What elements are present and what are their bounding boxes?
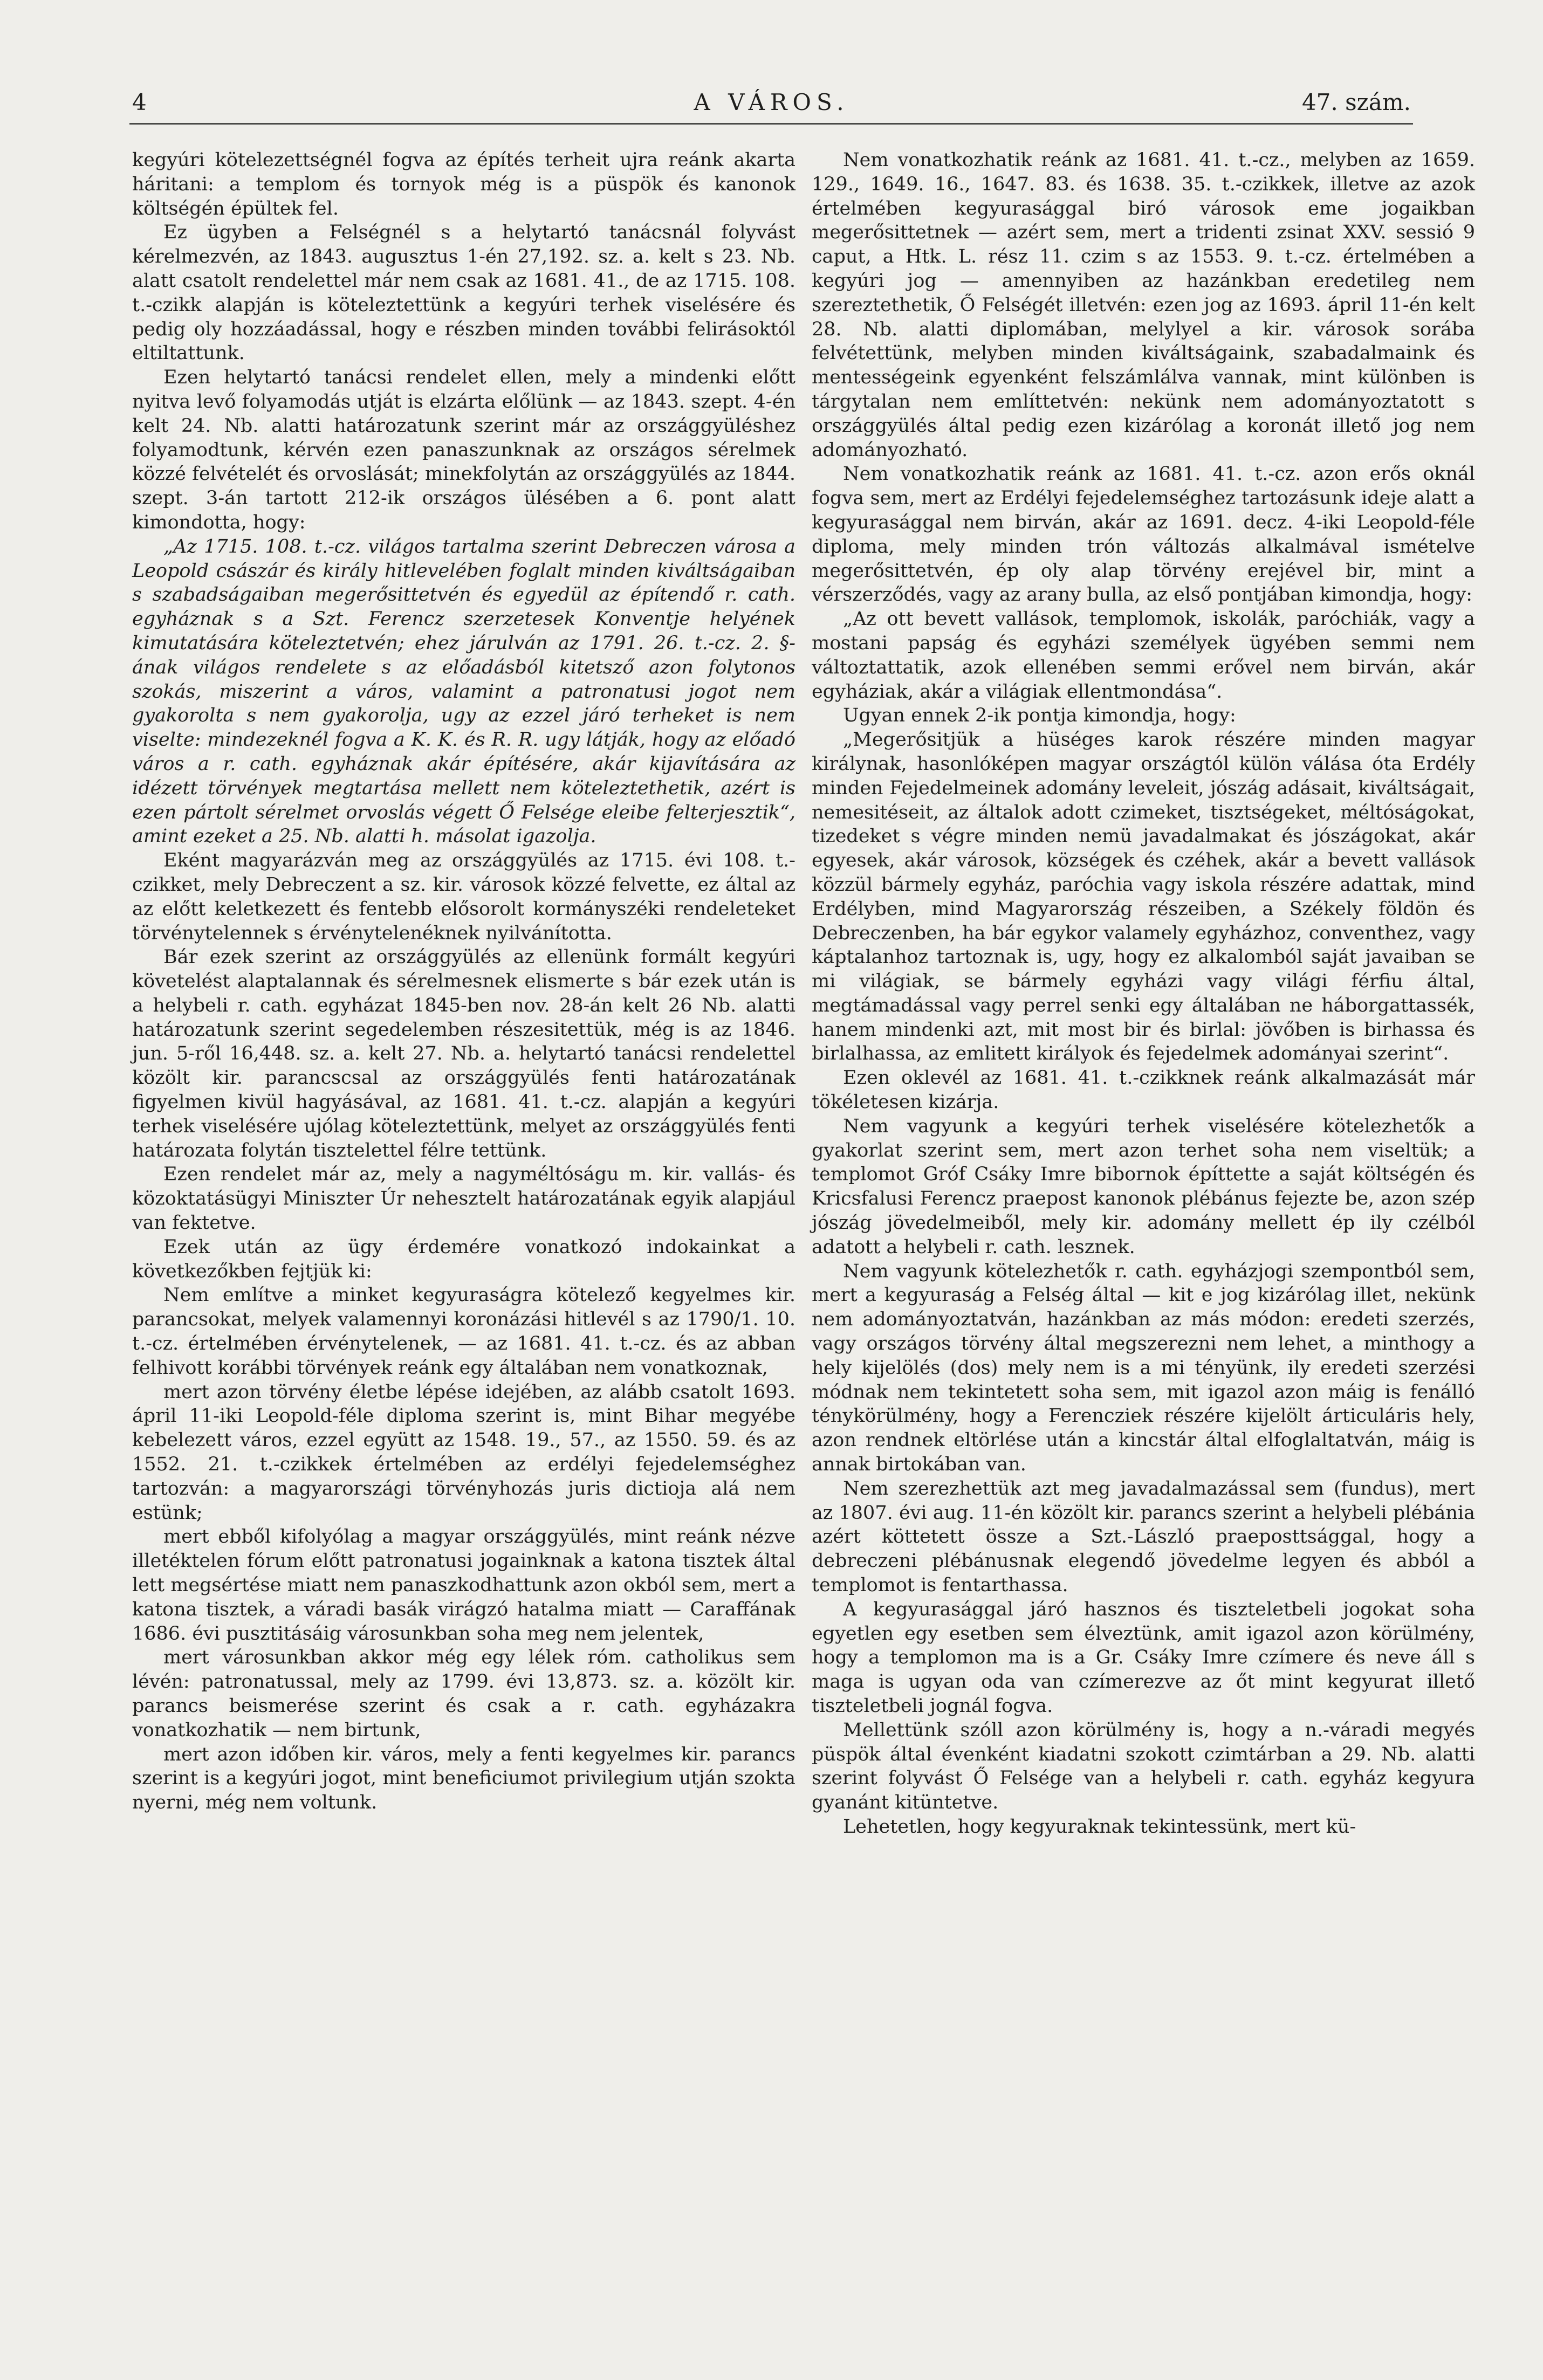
paragraph: Eként magyarázván meg az országgyülés az 1715. évi 108. t.-czikket, mely Debreczent a sz. kir. városok közzé felvette, ez által az az előtt keletkezett és fentebb elősorolt kormányszéki rendeleteket törvénytelennek s érvénytelenéknek nyilvánította.	[132, 850, 795, 944]
quoted-resolution: „Az 1715. 108. t.-cz. világos tartalma szerint Debreczen városa a Leopold császár és király hitlevelében foglalt minden kiváltságaiban s szabadságaiban megerősittetvén és egyedül az építendő r. cath. egyháznak s a Szt. Ferencz szerzetesek Konventje helyének kimutatására köteleztetvén; ehez járulván az 1791. 26. t.-cz. 2. §-ának világos rendelete s az előadásból kitetsző azon folytonos szokás, miszerint a város, valamint a patronatusi jogot nem gyakorolta s nem gyakorolja, ugy az ezzel járó terheket is nem viselte: mindezeknél fogva a K. K. és R. R. ugy látják, hogy az előadó város a r. cath. egyháznak akár építésére, akár kijavítására az idézett törvények megtartása mellett nem köteleztethetik, azért is ezen pártolt sérelmet orvoslás végett Ő Felsége eleibe felterjesztik“, amint ezeket a 25. Nb. alatti h. másolat igazolja.	[132, 535, 795, 848]
running-title: A VÁROS.	[694, 89, 849, 115]
paragraph: Nem említve a minket kegyuraságra kötelező kegyelmes kir. parancsokat, melyek valamennyi koronázási hitlevél s az 1790/1. 10. t.-cz. értelmében érvénytelenek, — az 1681. 41. t.-cz. és az abban felhivott korábbi törvények reánk egy általában nem vonatkoznak,	[132, 1284, 795, 1379]
paragraph: mert azon időben kir. város, mely a fenti kegyelmes kir. parancs szerint is a kegyúri jogot, mint beneficiumot privilegium utján szokta nyerni, még nem voltunk.	[132, 1743, 795, 1814]
paragraph: Bár ezek szerint az országgyülés az ellenünk formált kegyúri követelést alaptalannak és sérelmesnek elismerte s bár ezek után is a helybeli r. cath. egyházat 1845-ben nov. 28-án kelt 26 Nb. alatti határozatunk szerint segedelemben részesitettük, még is az 1846. jun. 5-ről 16,448. sz. a. kelt 27. Nb. a. helytartó tanácsi rendelettel közölt kir. parancscsal az országgyülés fenti határozatának figyelmen kivül hagyásával, az 1681. 41. t.-cz. alapján a kegyúri terhek viselésére ujólag köteleztettünk, melyet az országgyülés fenti határozata folytán tisztelettel félre tettünk.	[132, 946, 795, 1161]
paragraph: mert azon törvény életbe lépése idejében, az alább csatolt 1693. ápril 11-iki Leopold-féle diploma szerint is, mint Bihar megyébe kebelezett város, ezzel együtt az 1548. 19., 57., az 1550. 59. és az 1552. 21. t.-czikkek értelmében az erdélyi fejedelemséghez tartozván: a magyarországi törvényhozás juris dictioja alá nem estünk;	[132, 1381, 795, 1524]
right-column	[812, 148, 1475, 1839]
paragraph: Ez ügyben a Felségnél s a helytartó tanácsnál folyvást kérelmezvén, az 1843. augusztus 1-én 27,192. sz. a. kelt s 23. Nb. alatt csatolt rendelettel már nem csak az 1681. 41., de az 1715. 108. t.-czikk alapján is köteleztettünk a kegyúri terhek viselésére és pedig oly hozzáadással, hogy e részben minden további felirásoktól eltiltattunk.	[132, 222, 795, 364]
page-header	[0, 89, 1543, 127]
quoted-diploma-point-2: „Megerősitjük a hüséges karok részére minden magyar királynak, hasonlóképen magyar országtól külön válása óta Erdély minden Fejedelmeinek adomány leveleit, jószág adásait, kiváltságait, nemesitéseit, az általok adott czimeket, tisztségeket, méltóságokat, tizedeket s végre minden nemü javadalmakat és jószágokat, akár egyesek, akár városok, községek és czéhek, akár a bevett vallások közzül bármely egyház, paróchia vagy iskola részére adattak, mind Erdélyben, mind Magyarország részeiben, a Székely földön és Debreczenben, ha bár egykor valamely egyházhoz, conventhez, vagy káptalanhoz tartoznak is, ugy, hogy ez alkalomból saját javaiban se mi világiak, se bármely egyházi vagy világi férfiu által, megtámadással vagy perrel senki egy általában ne háborgattassék, hanem mindenki azt, mit most bir és birlal: jövőben is birhassa és birlalhassa, az emlitett királyok és fejedelmek adományai szerint“.	[812, 729, 1475, 1065]
paragraph: Nem vagyunk kötelezhetők r. cath. egyházjogi szempontból sem, mert a kegyuraság a Felség által — kit e jog kizárólag illet, nekünk nem adományoztatván, hazánkban az más módon: eredeti szerzés, vagy országos törvény által megszerezni nem lehet, a minthogy a hely kijelölés (dos) mely nem is a mi tényünk, ily eredeti szerzési módnak nem tekintetett soha sem, mit igazol azon máig is fenálló ténykörülmény, hogy a Ferencziek részére kijelölt árticuláris hely, azon rendnek eltörlése után a kincstár által elfoglaltatván, máig is annak birtokában van.	[812, 1260, 1475, 1476]
paragraph: Lehetetlen, hogy kegyuraknak tekintessünk, mert kü-	[843, 1815, 1356, 1838]
paragraph: Nem szerezhettük azt meg javadalmazással sem (fundus), mert az 1807. évi aug. 11-én közölt kir. parancs szerint a helybeli plébánia azért köttetett össze a Szt.-László praeposttsággal, hogy a debreczeni plébánusnak elegendő jövedelme legyen és abból a templomot is fentarthassa.	[812, 1477, 1475, 1597]
left-column	[132, 148, 795, 1815]
paragraph: Ugyan ennek 2-ik pontja kimondja, hogy:	[843, 705, 1236, 727]
header-rule	[129, 123, 1413, 125]
paragraph: Ezek után az ügy érdemére vonatkozó indokainkat a következőkben fejtjük ki:	[132, 1236, 795, 1282]
paragraph: Nem vagyunk a kegyúri terhek viselésére kötelezhetők a gyakorlat szerint sem, mert azon terhet soha nem viseltük; a templomot Gróf Csáky Imre bibornok építtette a saját költségén és Kricsfalusi Ferencz praepost kanonok plébánus fejezte be, azon szép jószág jövedelmeiből, mely kir. adomány mellett ép ily czélból adatott a helybeli r. cath. lesznek.	[812, 1115, 1475, 1258]
paragraph: Nem vonatkozhatik reánk az 1681. 41. t.-cz., melyben az 1659. 129., 1649. 16., 1647. 83. és 1638. 35. t.-czikkek, illetve az azok értelmében kegyurasággal biró városok eme jogaikban megerősittetnek — azért sem, mert a tridenti zsinat XXV. sessió 9 caput, a Htk. L. rész 11. czim s az 1553. 9. t.-cz. értelmében a kegyúri jog — amennyiben az hazánkban eredetileg nem szereztethetik, Ő Felségét illetvén: ezen jog az 1693. ápril 11-én kelt 28. Nb. alatti diplomában, melylyel a kir. városok sorába felvétettünk, melyben minden kiváltságaink, szabadalmaink és mentességeink egyenként felszámlálva vannak, mint különben is tárgytalan nem említtetvén: nekünk nem adományoztatott s országgyülés által pedig ezen kizárólag a koronát illető jog nem adományozható.	[812, 149, 1475, 461]
paragraph: A kegyurasággal járó hasznos és tiszteletbeli jogokat soha egyetlen egy esetben sem élveztünk, amit igazol azon körülmény, hogy a templomon ma is a Gr. Csáky Imre czímere és neve áll s maga is ugyan oda van czímerezve az őt mint kegyurat illető tiszteletbeli jognál fogva.	[812, 1598, 1475, 1717]
paragraph: mert városunkban akkor még egy lélek róm. catholikus sem lévén: patronatussal, mely az 1799. évi 13,873. sz. a. közölt kir. parancs beismerése szerint és csak a r. cath. egyházakra vonatkozhatik — nem birtunk,	[132, 1647, 795, 1741]
paragraph: Ezen oklevél az 1681. 41. t.-czikknek reánk alkalmazását már tökéletesen kizárja.	[812, 1067, 1475, 1113]
paragraph: Ezen helytartó tanácsi rendelet ellen, mely a mindenki előtt nyitva levő folyamodás utját is elzárta előlünk — az 1843. szept. 4-én kelt 24. Nb. alatti határozatunk szerint már az országgyüléshez folyamodtunk, kérvén ezen panaszunknak az országos sérelmek közzé felvételét és orvoslását; minekfolytán az országgyülés az 1844. szept. 3-án tartott 212-ik országos ülésében a 6. pont alatt kimondotta, hogy:	[132, 367, 795, 533]
paragraph: kegyúri kötelezettségnél fogva az építés terheit ujra reánk akarta háritani: a templom és tornyok még is a püspök és kanonok költségén épültek fel.	[132, 149, 795, 219]
paragraph: Ezen rendelet már az, mely a nagyméltóságu m. kir. vallás- és közoktatásügyi Miniszter Úr nehesztelt határozatának egyik alapjául van fektetve.	[132, 1164, 795, 1234]
page-number: 4	[132, 89, 147, 115]
paragraph: Nem vonatkozhatik reánk az 1681. 41. t.-cz. azon erős oknál fogva sem, mert az Erdélyi fejedelemséghez tartozásunk ideje alatt a kegyurasággal nem birván, akár az 1691. decz. 4-iki Leopold-féle diploma, mely minden trón változás alkalmával ismételve megerősittetvén, ép oly alap törvény erejével bir, mint a vérszerződés, vagy az arany bulla, az első pontjában kimondja, hogy:	[812, 463, 1475, 606]
issue-number: 47. szám.	[1301, 89, 1411, 115]
paragraph: mert ebből kifolyólag a magyar országgyülés, mint reánk nézve illetéktelen fórum előtt patronatusi jogainknak a katona tisztek által lett megsértése miatt nem panaszkodhattunk azon okból sem, mert a katona tisztek, a váradi basák virágzó hatalma miatt — Caraffának 1686. évi pusztitásáig városunkban soha meg nem jelentek,	[132, 1526, 795, 1645]
quoted-diploma-point-1: „Az ott bevett vallások, templomok, iskolák, paróchiák, vagy a mostani papság és egyházi személyek ügyében semmi nem változtattatik, azok ellenében semmi erővel nem birván, akár egyháziak, akár a világiak ellentmondása“.	[812, 608, 1475, 703]
paragraph: Mellettünk szóll azon körülmény is, hogy a n.-váradi megyés püspök által évenként kiadatni szokott czimtárban a 29. Nb. alatti szerint folyvást Ő Felsége van a helybeli r. cath. egyház kegyura gyanánt kitüntetve.	[812, 1719, 1475, 1814]
